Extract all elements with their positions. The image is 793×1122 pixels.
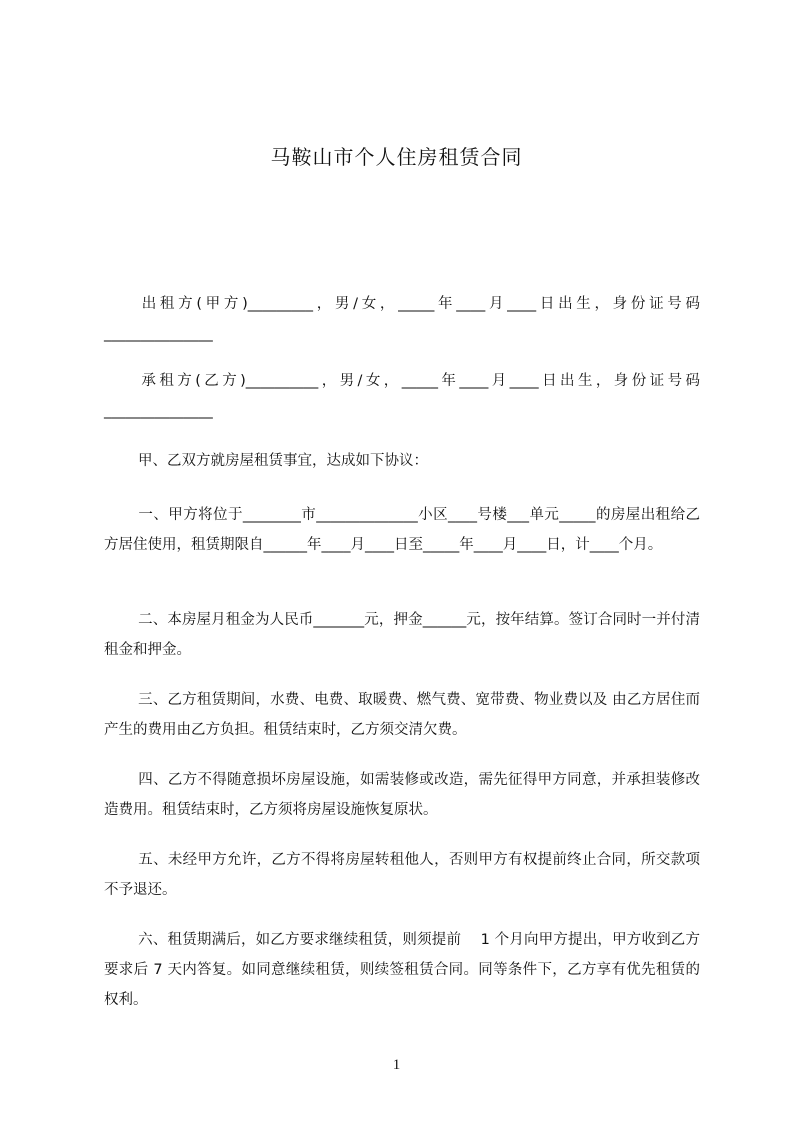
clause-5-text: 五、未经甲方允许，乙方不得将房屋转租他人，否则甲方有权提前终止合同，所交款项不予退还。 <box>104 852 700 898</box>
party-b-text: 承租方(乙方)__________，男/女，_____年____月____日出生，身份证号码_______________ <box>104 373 700 419</box>
clause-5-paragraph <box>104 845 700 905</box>
clause-1-paragraph <box>104 500 700 560</box>
clause-3-text: 三、乙方租赁期间，水费、电费、取暖费、燃气费、宽带费、物业费以及 由乙方居住而产生的费用由乙方负担。租赁结束时，乙方须交清欠费。 <box>104 692 700 738</box>
agreement-intro-paragraph <box>104 446 700 476</box>
party-b-paragraph <box>104 366 700 426</box>
clause-4-paragraph <box>104 765 700 825</box>
clause-2-paragraph <box>104 605 700 665</box>
clause-6-text: 六、租赁期满后，如乙方要求继续租赁，则须提前 1 个月向甲方提出，甲方收到乙方要求后 7 天内答复。如同意继续租赁，则续签租赁合同。同等条件下，乙方享有优先租赁的权利。 <box>104 932 700 1008</box>
page-number: 1 <box>392 1057 401 1073</box>
document-title: 马鞍山市个人住房租赁合同 <box>270 145 523 169</box>
clause-6-paragraph <box>104 925 700 1015</box>
clause-3-paragraph <box>104 685 700 745</box>
clause-2-text: 二、本房屋月租金为人民币_______元，押金______元，按年结算。签订合同时一并付清租金和押金。 <box>104 612 700 658</box>
clause-4-text: 四、乙方不得随意损坏房屋设施，如需装修或改造，需先征得甲方同意，并承担装修改造费用。租赁结束时，乙方须将房屋设施恢复原状。 <box>104 772 700 818</box>
party-a-paragraph <box>104 289 700 349</box>
agreement-intro-text: 甲、乙双方就房屋租赁事宜，达成如下协议： <box>138 453 428 469</box>
party-a-text: 出租方(甲方)_________，男/女，_____年____月____日出生，身份证号码_______________ <box>104 296 700 342</box>
clause-1-text: 一、甲方将位于________市______________小区____号楼___单元_____的房屋出租给乙方居住使用，租赁期限自______年____月____日至_____年____月____日，计____个月。 <box>104 507 700 553</box>
